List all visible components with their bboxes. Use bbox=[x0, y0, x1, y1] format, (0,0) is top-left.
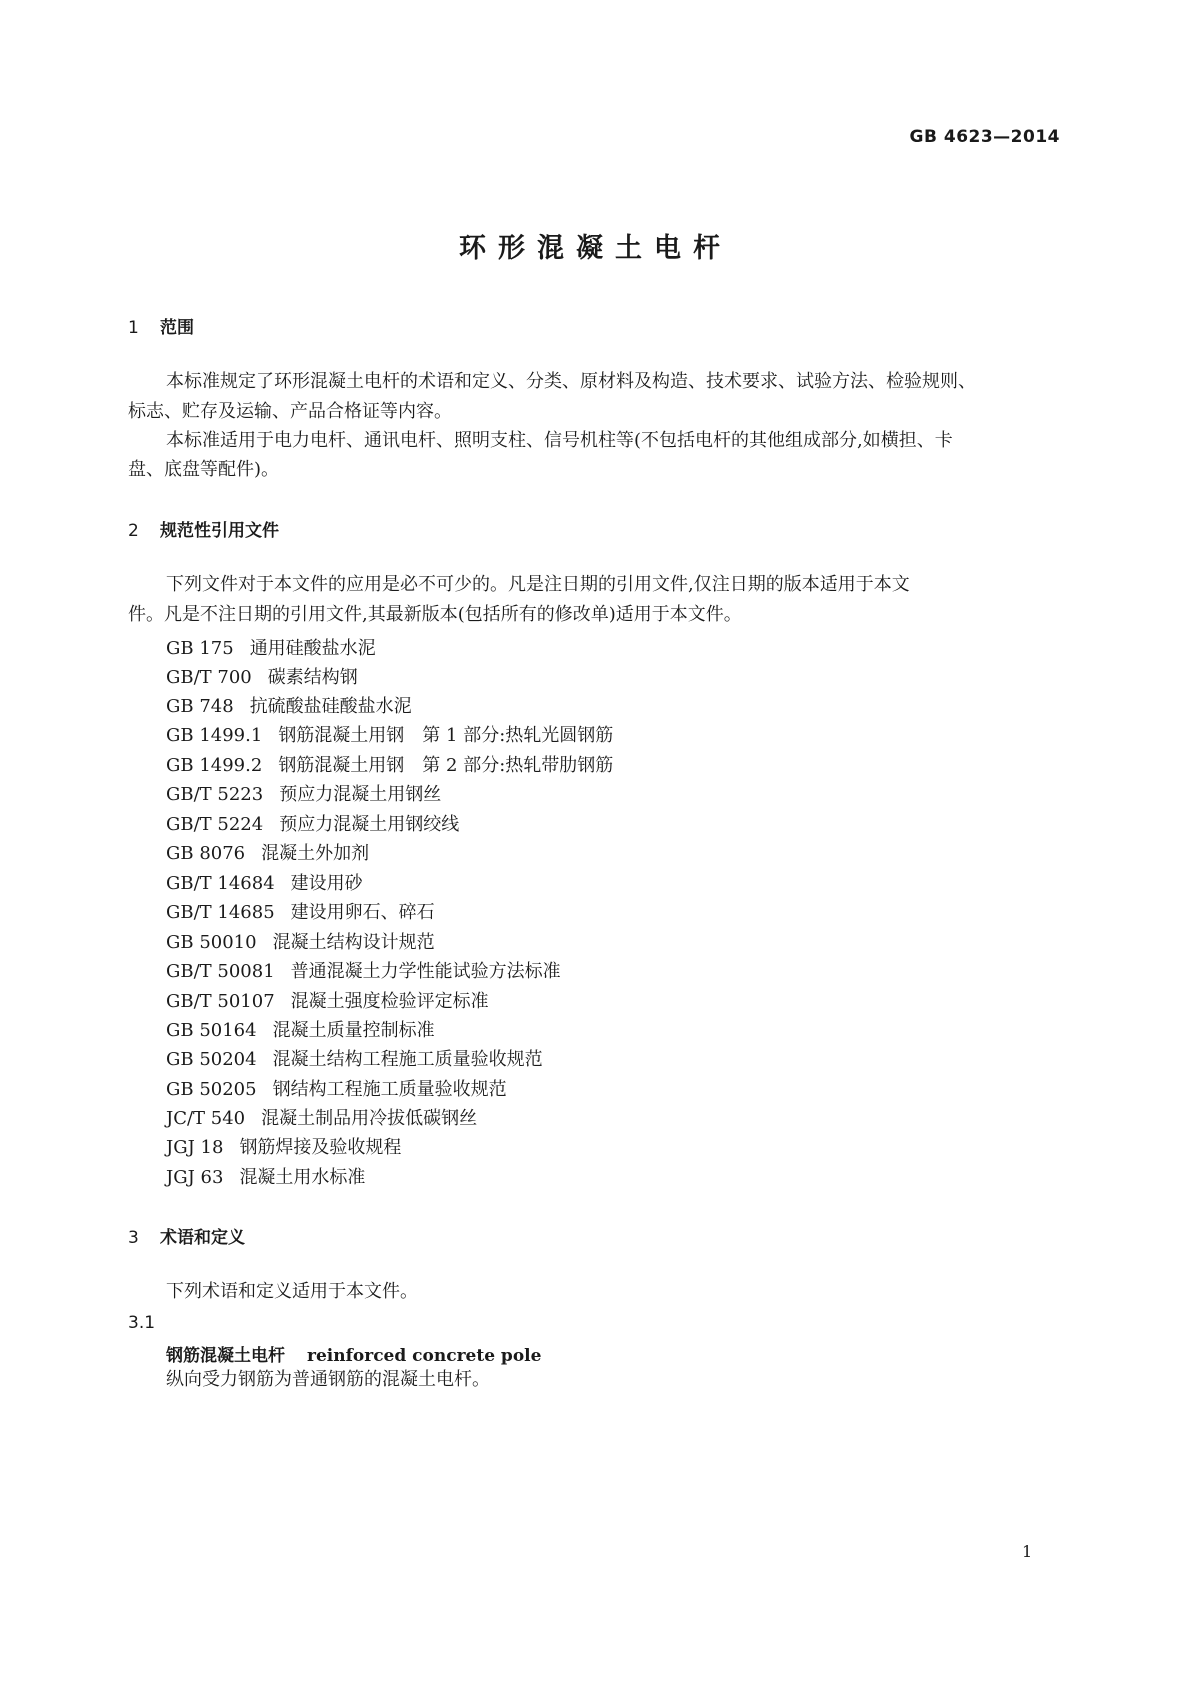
section-1-heading bbox=[128, 313, 194, 338]
references-intro-line1: 下列文件对于本文件的应用是必不可少的。凡是注日期的引用文件,仅注日期的版本适用于本文 bbox=[166, 574, 910, 595]
reference-code: JGJ 18 bbox=[166, 1137, 224, 1158]
reference-title: 抗硫酸盐硅酸盐水泥 bbox=[249, 696, 412, 717]
section-1-title: 范围 bbox=[160, 318, 194, 338]
reference-title: 混凝土结构工程施工质量验收规范 bbox=[272, 1049, 543, 1070]
reference-title: 混凝土结构设计规范 bbox=[272, 932, 435, 953]
reference-code: GB 175 bbox=[166, 638, 234, 659]
reference-title: 混凝土外加剂 bbox=[261, 843, 370, 864]
reference-title: 普通混凝土力学性能试验方法标准 bbox=[290, 961, 561, 982]
section-2-number: 2 bbox=[128, 521, 139, 541]
document-number: GB 4623—2014 bbox=[909, 127, 1060, 147]
reference-title: 混凝土强度检验评定标准 bbox=[290, 991, 489, 1012]
reference-code: GB 8076 bbox=[166, 843, 246, 864]
reference-code: GB 1499.1 bbox=[166, 725, 263, 746]
reference-title: 预应力混凝土用钢丝 bbox=[279, 784, 442, 805]
reference-title: 混凝土用水标准 bbox=[239, 1167, 366, 1188]
reference-title: 钢筋焊接及验收规程 bbox=[239, 1137, 402, 1158]
reference-code: GB 1499.2 bbox=[166, 755, 263, 776]
reference-code: GB/T 5224 bbox=[166, 814, 264, 835]
reference-title: 通用硅酸盐水泥 bbox=[249, 638, 376, 659]
reference-title: 混凝土质量控制标准 bbox=[272, 1020, 435, 1041]
reference-code: GB/T 50081 bbox=[166, 961, 275, 982]
reference-item bbox=[166, 839, 369, 865]
reference-title: 混凝土制品用冷拔低碳钢丝 bbox=[261, 1108, 478, 1129]
reference-code: GB 50204 bbox=[166, 1049, 257, 1070]
reference-item bbox=[166, 1163, 365, 1189]
scope-para1-line2: 标志、贮存及运输、产品合格证等内容。 bbox=[128, 401, 452, 422]
reference-item bbox=[166, 987, 489, 1013]
reference-item bbox=[166, 780, 441, 806]
reference-item bbox=[166, 1104, 477, 1130]
page-title: 环形混凝土电杆 bbox=[459, 233, 732, 264]
section-3-title: 术语和定义 bbox=[160, 1228, 245, 1248]
reference-title: 建设用砂 bbox=[290, 873, 363, 894]
reference-code: GB/T 700 bbox=[166, 667, 252, 688]
terms-intro: 下列术语和定义适用于本文件。 bbox=[166, 1281, 418, 1302]
section-2-title: 规范性引用文件 bbox=[160, 521, 279, 541]
reference-item bbox=[166, 898, 435, 924]
section-2-heading bbox=[128, 516, 279, 541]
reference-item bbox=[166, 692, 412, 718]
reference-item bbox=[166, 634, 376, 660]
scope-para1-line1: 本标准规定了环形混凝土电杆的术语和定义、分类、原材料及构造、技术要求、试验方法、检验规则、 bbox=[166, 371, 976, 392]
reference-item bbox=[166, 663, 358, 689]
section-1-number: 1 bbox=[128, 318, 139, 338]
reference-title: 钢筋混凝土用钢 第 1 部分:热轧光圆钢筋 bbox=[278, 725, 614, 746]
reference-code: GB/T 14684 bbox=[166, 873, 275, 894]
scope-para2-line2: 盘、底盘等配件)。 bbox=[128, 459, 280, 480]
reference-item bbox=[166, 810, 459, 836]
section-3-heading bbox=[128, 1223, 245, 1248]
reference-title: 碳素结构钢 bbox=[267, 667, 358, 688]
reference-item bbox=[166, 1075, 507, 1101]
reference-code: GB 50010 bbox=[166, 932, 257, 953]
reference-item bbox=[166, 928, 435, 954]
reference-code: JC/T 540 bbox=[166, 1108, 246, 1129]
reference-item bbox=[166, 721, 613, 747]
term-definition: 纵向受力钢筋为普通钢筋的混凝土电杆。 bbox=[166, 1369, 490, 1390]
term-chinese: 钢筋混凝土电杆 bbox=[166, 1346, 285, 1366]
reference-item bbox=[166, 1133, 401, 1159]
reference-item bbox=[166, 957, 561, 983]
reference-title: 建设用卵石、碎石 bbox=[290, 902, 435, 923]
reference-item bbox=[166, 1045, 543, 1071]
reference-code: GB 748 bbox=[166, 696, 234, 717]
reference-code: JGJ 63 bbox=[166, 1167, 224, 1188]
scope-para2-line1: 本标准适用于电力电杆、通讯电杆、照明支柱、信号机柱等(不包括电杆的其他组成部分,如横担、卡 bbox=[166, 430, 953, 451]
reference-code: GB/T 14685 bbox=[166, 902, 275, 923]
section-3-number: 3 bbox=[128, 1228, 139, 1248]
references-intro-line2: 件。凡是不注日期的引用文件,其最新版本(包括所有的修改单)适用于本文件。 bbox=[128, 604, 742, 625]
term-english: reinforced concrete pole bbox=[307, 1346, 542, 1366]
reference-code: GB/T 5223 bbox=[166, 784, 264, 805]
subclause-number: 3.1 bbox=[128, 1313, 156, 1333]
reference-code: GB 50164 bbox=[166, 1020, 257, 1041]
reference-code: GB 50205 bbox=[166, 1079, 257, 1100]
term-entry bbox=[166, 1341, 541, 1366]
reference-item bbox=[166, 869, 363, 895]
reference-item bbox=[166, 1016, 435, 1042]
reference-code: GB/T 50107 bbox=[166, 991, 275, 1012]
reference-title: 钢筋混凝土用钢 第 2 部分:热轧带肋钢筋 bbox=[278, 755, 614, 776]
reference-title: 钢结构工程施工质量验收规范 bbox=[272, 1079, 507, 1100]
page-number: 1 bbox=[1022, 1542, 1033, 1561]
reference-item bbox=[166, 751, 613, 777]
reference-title: 预应力混凝土用钢绞线 bbox=[279, 814, 460, 835]
